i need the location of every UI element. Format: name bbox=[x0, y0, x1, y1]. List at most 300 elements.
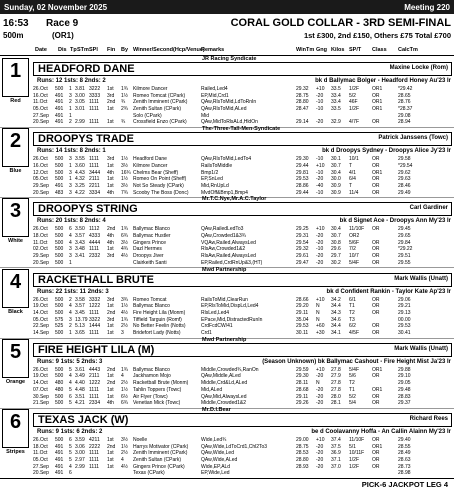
form-cell: OR1 bbox=[372, 366, 383, 373]
form-cell: 2.99 bbox=[75, 119, 85, 126]
form-cell: 1st bbox=[107, 303, 114, 310]
runner-block[interactable] bbox=[0, 196, 454, 268]
form-cell: 500 bbox=[55, 253, 64, 260]
form-cell: 3.65 bbox=[75, 330, 85, 337]
form-cell: RailsToMiddle bbox=[201, 162, 233, 169]
form-cell: Middle,Crowded1&2 bbox=[201, 400, 247, 407]
run-stats: Runs: 9 1sts: 5 2nds: 3 bbox=[37, 358, 103, 365]
form-cell: OR2 bbox=[349, 233, 360, 240]
form-cell: 6½ bbox=[121, 393, 128, 400]
form-cell: 491 bbox=[55, 106, 64, 113]
form-cell: 05.Oct bbox=[33, 457, 48, 464]
dog-name[interactable]: DROOPYS STRING bbox=[38, 203, 138, 216]
form-cell: 1st bbox=[107, 386, 114, 393]
form-cell: 4 bbox=[69, 309, 72, 316]
form-cell: 29.63 bbox=[398, 176, 411, 183]
form-cell: 3 bbox=[121, 330, 124, 337]
form-cell: 30.0 bbox=[331, 176, 341, 183]
form-cell: QAw,Wide,Led bbox=[201, 450, 234, 457]
form-cell: 491 bbox=[55, 182, 64, 189]
dog-name[interactable]: RACKETHALL BRUTE bbox=[38, 273, 154, 286]
form-cell: 34.1 bbox=[331, 330, 341, 337]
dog-name-bar bbox=[33, 343, 452, 357]
form-cell: VQAw,Railed,AlwaysLed bbox=[201, 239, 256, 246]
form-cell: 500 bbox=[55, 86, 64, 92]
form-cell: 4444 bbox=[89, 239, 101, 246]
form-cell: -20 bbox=[316, 119, 324, 126]
form-cell: 2.99 bbox=[75, 463, 85, 470]
form-cell: EP,SnLed bbox=[201, 176, 223, 183]
form-cell: 29.47 bbox=[296, 259, 309, 266]
form-cell: OR bbox=[372, 259, 380, 266]
form-cell: Noelle bbox=[133, 437, 148, 443]
form-cell: 3444 bbox=[89, 169, 101, 176]
owner-name: Mwd Partnership bbox=[202, 266, 247, 273]
form-cell: 3½ bbox=[121, 239, 128, 246]
form-cell: 575 bbox=[55, 316, 64, 323]
form-cell: 29.84 bbox=[398, 239, 411, 246]
form-cell: OR bbox=[372, 182, 380, 189]
form-cell: -20 bbox=[316, 253, 324, 260]
form-cell: T2 bbox=[349, 309, 355, 316]
form-cell: 11.Oct bbox=[33, 450, 48, 457]
form-cell: 3.00 bbox=[75, 450, 85, 457]
form-cell: 3322 bbox=[89, 316, 101, 323]
form-cell: 2nd bbox=[107, 226, 116, 233]
form-cell: 20.Sep bbox=[33, 119, 49, 126]
form-cell: 1111 bbox=[89, 246, 100, 253]
form-cell: Bmp1/2 bbox=[201, 169, 219, 176]
trap-box bbox=[2, 409, 29, 448]
form-cell: ¾ bbox=[121, 119, 126, 126]
meeting-number: Meeting 220 bbox=[404, 2, 450, 12]
race-time: 16:53 bbox=[3, 18, 29, 29]
form-cell: 3.81 bbox=[75, 86, 85, 92]
run-stats: Runs: 22 1sts: 11 2nds: 3 bbox=[37, 288, 109, 295]
form-cell: 500 bbox=[55, 156, 64, 163]
form-cell: 500 bbox=[55, 259, 64, 266]
trainer-name: Patrick Janssens (Towc) bbox=[378, 135, 448, 142]
form-cell: +30 bbox=[316, 330, 325, 337]
runner-block[interactable] bbox=[0, 56, 454, 128]
form-cell: +10 bbox=[316, 86, 325, 92]
form-cell: *28.37 bbox=[398, 106, 413, 113]
form-cell: 1 bbox=[69, 86, 72, 92]
form-row bbox=[33, 303, 453, 310]
form-cell: 20.Sep bbox=[33, 259, 49, 266]
form-cell: 500 bbox=[55, 309, 64, 316]
form-cell: 3.05 bbox=[75, 99, 85, 106]
column-header: SPl bbox=[89, 47, 98, 53]
form-cell: 6 bbox=[69, 226, 72, 233]
form-cell: 4211 bbox=[89, 437, 100, 443]
form-cell: QAw,RailedLedTo3 bbox=[201, 226, 244, 233]
form-cell: 1½ bbox=[121, 386, 128, 393]
dog-name[interactable]: DROOPYS TRADE bbox=[38, 133, 134, 146]
form-cell: 1st bbox=[107, 86, 114, 92]
form-cell: *29.54 bbox=[398, 162, 413, 169]
form-cell: 3.43 bbox=[75, 239, 85, 246]
form-cell: 2½ bbox=[121, 380, 128, 387]
form-cell: 1st bbox=[107, 106, 114, 113]
form-cell: 1st bbox=[107, 119, 114, 126]
form-cell: 34.4 bbox=[331, 303, 341, 310]
form-cell: 1111 bbox=[89, 463, 100, 470]
form-cell: QAw,Mid,AlwaysLed bbox=[201, 393, 247, 400]
form-cell: OR1 bbox=[372, 386, 383, 393]
form-cell: T1 bbox=[349, 386, 355, 393]
form-cell: 3.51 bbox=[75, 393, 85, 400]
form-cell: 2½ bbox=[121, 323, 128, 330]
form-cell: EP,Mid,Crd1 bbox=[201, 92, 229, 99]
form-cell: QAw,Wide,ALed bbox=[201, 457, 238, 464]
form-cell: 3.45 bbox=[75, 309, 85, 316]
form-cell: Racketball Brute (Monm) bbox=[133, 380, 189, 387]
form-cell: 500 bbox=[55, 239, 64, 246]
form-cell: EP,Railed,CrdRnUp&3,(HT) bbox=[201, 259, 263, 266]
form-row bbox=[33, 93, 453, 100]
trap-box bbox=[2, 198, 29, 237]
form-cell: 1½ bbox=[121, 176, 128, 183]
form-cell: OR bbox=[372, 226, 380, 233]
form-cell: Ballymac Blanco bbox=[133, 303, 170, 310]
form-row bbox=[33, 170, 453, 177]
form-row bbox=[33, 246, 453, 253]
dog-name-bar bbox=[33, 132, 452, 146]
form-cell: 2 bbox=[69, 323, 72, 330]
runner-block[interactable] bbox=[0, 126, 454, 198]
form-cell: 1111 bbox=[89, 99, 100, 106]
form-cell: 19.Oct bbox=[33, 303, 48, 310]
form-cell: Jackhamon Mojo bbox=[133, 373, 171, 380]
form-cell: -20 bbox=[316, 457, 324, 464]
trap-colour-label: Red bbox=[10, 98, 21, 104]
form-cell: 4 bbox=[121, 373, 124, 380]
form-cell: 3332 bbox=[89, 296, 101, 303]
form-cell: 1¾ bbox=[121, 86, 128, 92]
form-cell: 29.30 bbox=[296, 373, 309, 380]
form-cell: 1¾ bbox=[121, 366, 128, 373]
race-grade: (OR1) bbox=[52, 31, 74, 40]
form-cell: 491 bbox=[55, 112, 64, 119]
form-cell: 500 bbox=[55, 162, 64, 169]
form-cell: 29.08 bbox=[398, 112, 411, 119]
form-cell: 29.32 bbox=[296, 246, 309, 253]
form-cell: QAw,Middle,ALed bbox=[201, 373, 241, 380]
form-row bbox=[33, 470, 453, 477]
form-cell: -20 bbox=[316, 176, 324, 183]
form-cell: 4 bbox=[69, 233, 72, 240]
form-cell: Mid,RnUpLd bbox=[201, 182, 229, 189]
form-cell: 29.44 bbox=[296, 162, 309, 169]
column-header: Dis bbox=[58, 47, 67, 53]
form-cell: -20 bbox=[316, 443, 324, 450]
form-cell: 3.60 bbox=[75, 162, 85, 169]
form-cell: 30.1 bbox=[331, 156, 341, 163]
form-cell: 6/1 bbox=[349, 296, 356, 303]
form-cell: Crd1 bbox=[201, 330, 212, 337]
form-cell: 4 bbox=[69, 463, 72, 470]
form-cell: 11.Oct bbox=[33, 239, 48, 246]
form-cell: 29.49 bbox=[398, 189, 411, 196]
form-cell: 4/1 bbox=[349, 169, 356, 176]
form-cell: Ballymac Blanco bbox=[133, 226, 170, 233]
form-cell: 1111 bbox=[89, 162, 100, 169]
form-cell: 5/4F bbox=[349, 259, 360, 266]
trap-box bbox=[2, 269, 29, 308]
form-cell: 3.06 bbox=[75, 443, 85, 450]
form-cell: 1½ bbox=[121, 303, 128, 310]
form-cell: -10 bbox=[316, 246, 324, 253]
form-cell: 3334 bbox=[89, 189, 101, 196]
form-cell: 1112 bbox=[89, 226, 100, 233]
form-cell: Gingers Prince bbox=[133, 239, 167, 246]
form-cell: 18.Oct bbox=[33, 443, 48, 450]
form-cell: 1 bbox=[69, 330, 72, 337]
form-cell: 3.50 bbox=[75, 226, 85, 233]
form-cell: Bridefort Lady (Notts) bbox=[133, 330, 181, 337]
form-cell: 3222 bbox=[89, 86, 101, 92]
runner-block[interactable] bbox=[0, 267, 454, 339]
form-cell: 4.32 bbox=[75, 176, 85, 183]
form-cell: -10 bbox=[316, 99, 324, 106]
form-cell: 4½ bbox=[121, 309, 128, 316]
form-cell: 3 bbox=[69, 189, 72, 196]
runner-block[interactable] bbox=[0, 407, 454, 479]
form-cell: 1111 bbox=[89, 309, 100, 316]
form-cell: 4th bbox=[107, 233, 114, 240]
form-cell: 2 bbox=[69, 99, 72, 106]
form-cell: Romeo On Point (Sheff) bbox=[133, 176, 187, 183]
form-cell: 4.48 bbox=[75, 386, 85, 393]
form-cell: 3½ bbox=[121, 182, 128, 189]
form-cell: 7¾ bbox=[121, 189, 128, 196]
form-cell: Kilmore Dancer bbox=[133, 86, 168, 92]
form-cell: 2334 bbox=[89, 400, 101, 407]
dog-name-bar bbox=[33, 202, 452, 216]
form-cell: 4th bbox=[107, 189, 114, 196]
form-cell: 29.Sep bbox=[33, 253, 49, 260]
form-cell: N bbox=[316, 303, 320, 310]
form-cell: 3.01 bbox=[75, 106, 85, 113]
column-header: SP/T bbox=[349, 47, 362, 53]
form-cell: 4 bbox=[69, 303, 72, 310]
form-cell: 4 bbox=[69, 380, 72, 387]
form-cell: 480 bbox=[55, 380, 64, 387]
column-header: Winner/Second(Hcp/Venue) bbox=[133, 47, 205, 53]
form-row bbox=[33, 253, 453, 260]
form-cell: 1111 bbox=[89, 106, 100, 113]
form-cell: 29.11 bbox=[296, 309, 309, 316]
form-row bbox=[33, 444, 453, 451]
form-cell: 1st bbox=[107, 176, 114, 183]
jackpot-label: PICK-6 JACKPOT LEG 4 bbox=[361, 480, 448, 489]
form-cell: Wide,EP,ALd bbox=[201, 463, 231, 470]
dog-name-bar bbox=[33, 273, 452, 287]
form-cell: OR bbox=[372, 253, 380, 260]
form-cell: 28.53 bbox=[296, 450, 309, 457]
form-cell: 4/5F bbox=[349, 330, 360, 337]
dog-name-bar bbox=[33, 413, 452, 427]
trap-number: 4 bbox=[9, 270, 22, 293]
trainer-name: Maxine Locke (Rom) bbox=[389, 65, 448, 71]
form-cell: QAw,Crowded1&3¾ bbox=[201, 233, 246, 240]
form-cell: Chelms Bear (Sheff) bbox=[133, 169, 179, 176]
form-cell: Headford Dane bbox=[133, 156, 167, 163]
form-cell: Zenith Sultan (CPark) bbox=[133, 106, 182, 113]
form-row bbox=[33, 183, 453, 190]
form-cell: 28.49 bbox=[398, 450, 411, 457]
form-cell: 2111 bbox=[89, 176, 100, 183]
form-cell: 500 bbox=[55, 437, 64, 443]
form-cell: 29.31 bbox=[296, 233, 309, 240]
form-cell: 26.Oct bbox=[33, 366, 48, 373]
form-cell: 14.Sep bbox=[33, 330, 49, 337]
trap-number: 2 bbox=[9, 130, 22, 153]
form-cell: 26.Oct bbox=[33, 86, 48, 92]
form-cell: OR bbox=[372, 323, 380, 330]
trap-colour-label: Orange bbox=[5, 378, 26, 385]
form-cell: 1/2F bbox=[349, 106, 360, 113]
form-cell: 33.4 bbox=[331, 92, 341, 99]
form-cell: 30.8 bbox=[331, 239, 341, 246]
form-cell: 4th bbox=[107, 400, 114, 407]
form-cell: OR bbox=[372, 457, 380, 464]
form-cell: Tiffield Targuin (Romf) bbox=[133, 316, 182, 323]
form-cell: 491 bbox=[55, 463, 64, 470]
form-lines bbox=[33, 437, 453, 477]
form-cell: 27.8 bbox=[331, 380, 341, 387]
form-cell: 1st bbox=[107, 450, 114, 457]
form-cell: 34.6 bbox=[331, 316, 341, 323]
dog-name-bar bbox=[33, 62, 452, 76]
form-cell: EPace,Mid,DistractedRunIn bbox=[201, 316, 263, 323]
form-cell: 1/2F bbox=[349, 463, 360, 470]
form-cell: 1 bbox=[69, 259, 72, 266]
form-cell: 29.21 bbox=[398, 303, 411, 310]
run-stats: Runs: 20 1sts: 8 2nds: 4 bbox=[37, 218, 106, 225]
form-cell: OR bbox=[372, 393, 380, 400]
form-cell: RlsAw,Crowded1&2 bbox=[201, 246, 246, 253]
form-cell: Kilmore Dancer bbox=[133, 162, 168, 169]
breeding-info: bk d Signet Ace - Droopys Ann My'23 Ir bbox=[339, 218, 451, 225]
column-header: Fin bbox=[107, 47, 116, 53]
form-cell: 11/4 bbox=[349, 189, 359, 196]
form-row bbox=[33, 113, 453, 120]
form-cell: OR bbox=[372, 330, 380, 337]
form-cell: OR bbox=[372, 162, 380, 169]
form-row bbox=[33, 457, 453, 464]
form-cell: 491 bbox=[55, 92, 64, 99]
breeding-info: bk d Ballymac Bolger - Headford Honey Au'23 Ir bbox=[315, 78, 451, 84]
form-cell: 29.48 bbox=[398, 386, 411, 393]
form-cell: 1½ bbox=[121, 156, 128, 163]
form-cell: 27.9 bbox=[331, 373, 341, 380]
form-cell: Middle,Crd&Ld,ALed bbox=[201, 380, 248, 387]
form-cell: -20 bbox=[316, 233, 324, 240]
dog-name[interactable]: TEXAS JACK (W) bbox=[38, 414, 129, 426]
form-cell: 1¾ bbox=[121, 316, 128, 323]
form-cell: CrdFcdCW/41 bbox=[201, 323, 233, 330]
form-cell: T1 bbox=[349, 303, 355, 310]
form-cell: 21.Sep bbox=[33, 400, 49, 407]
form-cell: 1¾ bbox=[121, 226, 128, 233]
form-cell: QAw,Wide,LdToCrd1,Chl2To3 bbox=[201, 443, 268, 450]
form-cell: 3 bbox=[69, 253, 72, 260]
form-cell: 2111 bbox=[89, 373, 100, 380]
form-cell: -20 bbox=[316, 450, 324, 457]
form-cell: 29.13 bbox=[398, 309, 411, 316]
form-cell: +10 bbox=[316, 162, 325, 169]
form-cell: +10 bbox=[316, 366, 325, 373]
form-cell: -10 bbox=[316, 189, 324, 196]
form-row bbox=[33, 323, 453, 330]
dog-name[interactable]: HEADFORD DANE bbox=[38, 63, 135, 75]
form-cell: -20 bbox=[316, 259, 324, 266]
runner-block[interactable] bbox=[0, 337, 454, 409]
form-row bbox=[33, 240, 453, 247]
form-cell: 29.81 bbox=[296, 169, 309, 176]
form-cell: 491 bbox=[55, 99, 64, 106]
form-cell: 29.53 bbox=[398, 323, 411, 330]
form-cell: 29.88 bbox=[398, 366, 411, 373]
form-cell: 491 bbox=[55, 457, 64, 464]
form-cell: ¾ bbox=[121, 99, 126, 106]
breeding-info: bk d Confident Rankin - Taylor Kate Ap'23 Ir bbox=[326, 288, 451, 295]
form-cell: EP,RlsToMid,DispLd,Led4 bbox=[201, 303, 259, 310]
form-cell: 2332 bbox=[89, 253, 101, 260]
form-cell: -40 bbox=[316, 182, 324, 189]
form-cell: -20 bbox=[316, 386, 324, 393]
form-cell: 2nd bbox=[107, 309, 116, 316]
trap-box bbox=[2, 58, 29, 97]
trainer-name: Richard Rees bbox=[409, 416, 448, 422]
form-cell: 30.9 bbox=[331, 182, 341, 189]
form-cell: 4½ bbox=[121, 253, 128, 260]
form-cell: Harrys Motivator (CPark) bbox=[133, 443, 189, 450]
form-lines bbox=[33, 86, 453, 126]
form-cell: 29.06 bbox=[398, 296, 411, 303]
owner-name: JR Racing Syndicate bbox=[202, 56, 257, 62]
dog-name[interactable]: FIRE HEIGHT LILA (M) bbox=[38, 343, 155, 356]
form-cell: 1111 bbox=[89, 330, 100, 337]
form-cell: 29.59 bbox=[296, 366, 309, 373]
form-cell: OR1 bbox=[372, 86, 383, 92]
form-cell: 5.13 bbox=[75, 323, 85, 330]
form-cell: 27.Sep bbox=[33, 112, 49, 119]
trainer-name: Mark Wallis (Unatt) bbox=[394, 275, 448, 282]
form-cell: T2 bbox=[349, 380, 355, 387]
form-cell: 2nd bbox=[107, 99, 116, 106]
form-cell: 1st bbox=[107, 330, 114, 337]
form-cell: 20.Sep bbox=[33, 470, 49, 477]
race-distance: 500m bbox=[3, 31, 24, 40]
form-cell: OR bbox=[372, 373, 380, 380]
form-cell: 2nd bbox=[107, 366, 116, 373]
form-cell: 28.75 bbox=[296, 92, 309, 99]
form-cell: 28.76 bbox=[398, 99, 411, 106]
column-header: WinTm bbox=[296, 47, 315, 53]
form-row bbox=[33, 464, 453, 471]
form-cell: 37.4 bbox=[331, 437, 341, 443]
form-cell: 1111 bbox=[89, 386, 100, 393]
form-cell: 32.9 bbox=[331, 119, 341, 126]
form-cell: EP,Wide,Led bbox=[201, 470, 230, 477]
form-row bbox=[33, 373, 453, 380]
form-cell: Middle,Crowded¾,RanOn bbox=[201, 366, 259, 373]
form-cell: N bbox=[316, 380, 320, 387]
form-cell: 28.66 bbox=[296, 296, 309, 303]
